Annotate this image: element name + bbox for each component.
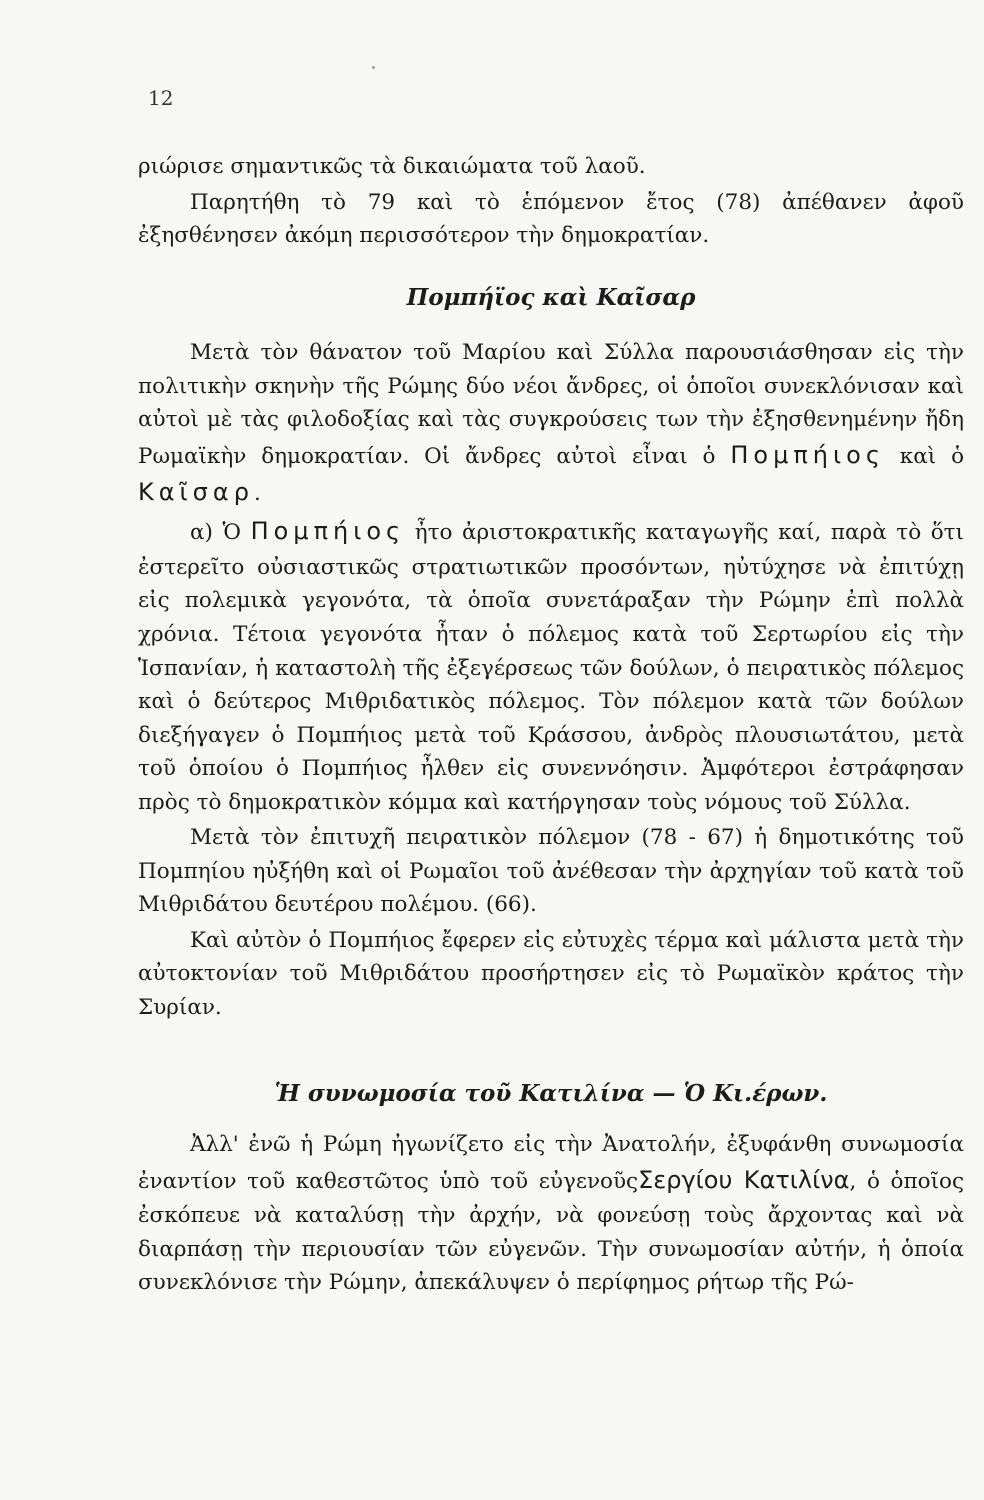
paragraph: Παρητήθη τὸ 79 καὶ τὸ ἑπόμενον ἔτος (78) ἀπέθανεν ἀφοῦ ἐξησθένησεν ἀκόμη περισσότερον τὴν δημοκρατίαν. <box>138 189 964 249</box>
name-emphasis: Πομπήιος <box>250 517 406 546</box>
name-emphasis: Καῖσαρ <box>138 478 254 507</box>
text-run: Μετὰ τὸν θάνατον τοῦ Μαρίου καὶ Σύλλα παρουσιάσθησαν εἰς τὴν πολιτικὴν σκηνὴν τῆς Ρώμης δύο νέοι ἄνδρες, οἱ ὁποῖοι συνεκλόνισαν καὶ αὐτοὶ μὲ τὰς φιλοδοξίας καὶ τὰς συγκρούσεις των τὴν ἐξησθενημένην ἤδη Ρωμαϊκὴν δημοκρατίαν. Οἱ ἄνδρες αὐτοὶ εἶναι ὁ <box>138 340 964 469</box>
section-heading: Πομπήϊος καὶ Καῖσαρ <box>406 284 696 311</box>
paragraph <box>138 513 964 819</box>
section-text <box>138 1128 964 1302</box>
paragraph <box>138 1128 964 1300</box>
section-heading: Ἡ συνωμοσία τοῦ Κατιλίνα — Ὁ Κι.έρων. <box>274 1080 828 1107</box>
paragraph: Καὶ αὐτὸν ὁ Πομπήιος ἔφερεν εἰς εὐτυχὲς τέρμα καὶ μάλιστα μετὰ τὴν αὐτοκτονίαν τοῦ Μιθριδάτου προσήρτησεν εἰς τὸ Ρωμαϊκὸν κράτος τὴν Συρίαν. <box>138 927 964 1020</box>
speck <box>372 66 375 69</box>
name-emphasis: Πομπήιος <box>730 440 885 469</box>
text-run: καὶ ὁ <box>884 443 965 469</box>
name-emphasis: Σεργίου Κατιλίνα <box>638 1165 850 1194</box>
text-run: ἦτο ἀριστοκρατικῆς καταγωγῆς καί, παρὰ τὸ ὅτι ἐστερεῖτο οὐσιαστικῶς στρατιωτικῶν προσόντων, ηὐτύχησε νὰ ἐπιτύχῃ εἰς πολεμικὰ γεγονότα, τὰ ὁποῖα συνετάραξαν τὴν Ρώμην ἐπὶ πολλὰ χρόνια. Τέτοια γεγονότα ἦταν ὁ πόλεμος κατὰ τοῦ Σερτωρίου εἰς τὴν Ἱσπανίαν, ἡ καταστολὴ τῆς ἐξεγέρσεως τῶν δούλων, ὁ πειρατικὸς πόλεμος καὶ ὁ δεύτερος Μιθριδατικὸς πόλεμος. Τὸν πόλεμον κατὰ τῶν δούλων διεξήγαγεν ὁ Πομπήιος μετὰ τοῦ Κράσσου, ἀνδρὸς πλουσιωτάτου, μετὰ τοῦ ὁποίου ὁ Πομπήιος ἦλθεν εἰς συνεννόησιν. Ἀμφότεροι ἐστράφησαν πρὸς τὸ δημοκρατικὸν κόμμα καὶ κατήργησαν τοὺς νόμους τοῦ Σύλλα. <box>138 520 964 815</box>
paragraph: Μετὰ τὸν ἐπιτυχῆ πειρατικὸν πόλεμον (78 - 67) ἡ δημοτικότης τοῦ Πομπηίου ηὐξήθη καὶ οἱ Ρωμαῖοι τοῦ ἀνέθεσαν τὴν ἀρχηγίαν τοῦ κατὰ τοῦ Μιθριδάτου δευτέρου πολέμου. (66). <box>138 825 964 918</box>
text-run: . <box>253 481 261 507</box>
paragraph: ριώρισε σημαντικῶς τὰ δικαιώματα τοῦ λαοῦ. <box>138 154 646 179</box>
section-text <box>138 336 964 1026</box>
text-run: Ἀλλ' ἐνῶ ἡ Ρώμη ἠγωνίζετο εἰς τὴν Ἀνατολήν, ἐξυφάνθη συνωμοσία ἐναντίον τοῦ καθεστῶτος ὑπὸ τοῦ εὐγενοῦς <box>138 1132 964 1194</box>
page-number: 12 <box>148 86 174 110</box>
intro-text <box>138 150 964 255</box>
paragraph <box>138 336 964 511</box>
text-run: α) Ὁ <box>190 520 251 546</box>
text-run: , ὁ ὁποῖος ἐσκόπευε νὰ καταλύσῃ τὴν ἀρχήν, νὰ φονεύσῃ τοὺς ἄρχοντας καὶ νὰ διαρπάσῃ τὴν περιουσίαν τῶν εὐγενῶν. Τὴν συνωμοσίαν αὐτήν, ἡ ὁποία συνεκλόνισε τὴν Ρώμην, ἀπεκάλυψεν ὁ περίφημος ρήτωρ τῆς Ρώ- <box>138 1168 964 1296</box>
